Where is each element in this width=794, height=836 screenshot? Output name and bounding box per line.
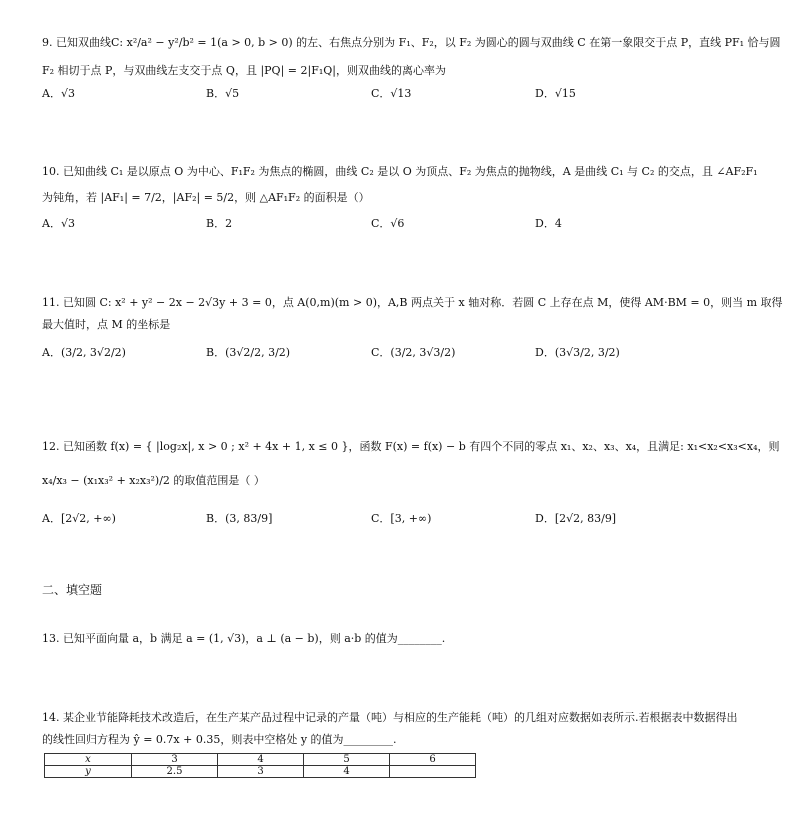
q10-option-a[interactable]: A．√3 xyxy=(42,217,75,230)
table-cell: 6 xyxy=(390,754,476,766)
q9-option-c[interactable]: C．√13 xyxy=(371,87,412,100)
table-cell: 5 xyxy=(304,754,390,766)
q9-options xyxy=(42,88,762,110)
table-cell-blank xyxy=(390,766,476,778)
table-cell: 3 xyxy=(218,766,304,778)
table-cell: 2.5 xyxy=(132,766,218,778)
q9-stem-line2: F₂ 相切于点 P，与双曲线左支交于点 Q，且 |PQ| = 2|F₁Q|，则双曲线的离心率为 xyxy=(42,64,446,77)
q11-option-c[interactable]: C．(3/2, 3√3/2) xyxy=(371,346,456,359)
q14-stem-line1: 14. 某企业节能降耗技术改造后，在生产某产品过程中记录的产量（吨）与相应的生产能耗（吨）的几组对应数据如表所示.若根据表中数据得出 xyxy=(42,711,738,724)
q9-option-d[interactable]: D．√15 xyxy=(535,87,576,100)
table-cell: x xyxy=(45,754,132,766)
q11-stem-line1: 11. 已知圆 C: x² + y² − 2x − 2√3y + 3 = 0，点 A(0,m)(m > 0)，A,B 两点关于 x 轴对称．若圆 C 上存在点 M，使得 AM·BM = 0，则当 m 取得 xyxy=(42,296,783,309)
q14-data-table xyxy=(44,753,476,778)
q9-stem-line1: 9. 已知双曲线C: x²/a² − y²/b² = 1(a > 0, b > 0) 的左、右焦点分别为 F₁、F₂，以 F₂ 为圆心的圆与双曲线 C 在第一象限交于点 P，直线 PF₁ 恰与圆 xyxy=(42,36,781,49)
q10-stem-line1: 10. 已知曲线 C₁ 是以原点 O 为中心、F₁F₂ 为焦点的椭圆，曲线 C₂ 是以 O 为顶点、F₂ 为焦点的抛物线，A 是曲线 C₁ 与 C₂ 的交点，且 ∠AF₂F₁ xyxy=(42,165,758,178)
q10-option-b[interactable]: B．2 xyxy=(206,217,233,230)
q12-option-c[interactable]: C．[3, +∞) xyxy=(371,512,432,525)
table-cell: 4 xyxy=(218,754,304,766)
q10-options xyxy=(42,218,762,240)
q12-option-d[interactable]: D．[2√2, 83/9] xyxy=(535,512,617,525)
q10-option-c[interactable]: C．√6 xyxy=(371,217,405,230)
table-row xyxy=(45,754,476,766)
q11-option-a[interactable]: A．(3/2, 3√2/2) xyxy=(42,346,126,359)
q12-stem-line2: x₄/x₃ − (x₁x₃² + x₂x₃²)/2 的取值范围是（ ） xyxy=(42,474,265,487)
q13-stem: 13. 已知平面向量 a，b 满足 a = (1, √3)，a ⊥ (a − b)，则 a·b 的值为________. xyxy=(42,632,446,645)
section-heading-fill-in: 二、填空题 xyxy=(42,583,103,597)
q14-stem-line2: 的线性回归方程为 ŷ = 0.7x + 0.35，则表中空格处 y 的值为_________. xyxy=(42,733,397,746)
q9-option-b[interactable]: B．√5 xyxy=(206,87,240,100)
table-row xyxy=(45,766,476,778)
q12-stem-line1: 12. 已知函数 f(x) = { |log₂x|, x > 0 ; x² + 4x + 1, x ≤ 0 }，函数 F(x) = f(x) − b 有四个不同的零点 x₁、x₂、x₃、x₄，且满足: x₁<x₂<x₃<x₄，则 xyxy=(42,440,780,453)
q9-option-a[interactable]: A．√3 xyxy=(42,87,75,100)
q12-option-b[interactable]: B．(3, 83/9] xyxy=(206,512,273,525)
q10-option-d[interactable]: D．4 xyxy=(535,217,562,230)
q11-option-d[interactable]: D．(3√3/2, 3/2) xyxy=(535,346,620,359)
table-cell: y xyxy=(45,766,132,778)
table-cell: 4 xyxy=(304,766,390,778)
q11-options xyxy=(42,347,762,369)
q10-stem-line2: 为钝角，若 |AF₁| = 7/2，|AF₂| = 5/2，则 △AF₁F₂ 的面积是（） xyxy=(42,191,370,204)
table-cell: 3 xyxy=(132,754,218,766)
q12-options xyxy=(42,513,762,535)
q12-option-a[interactable]: A．[2√2, +∞) xyxy=(42,512,116,525)
q11-option-b[interactable]: B．(3√2/2, 3/2) xyxy=(206,346,291,359)
q11-stem-line2: 最大值时，点 M 的坐标是 xyxy=(42,318,171,331)
